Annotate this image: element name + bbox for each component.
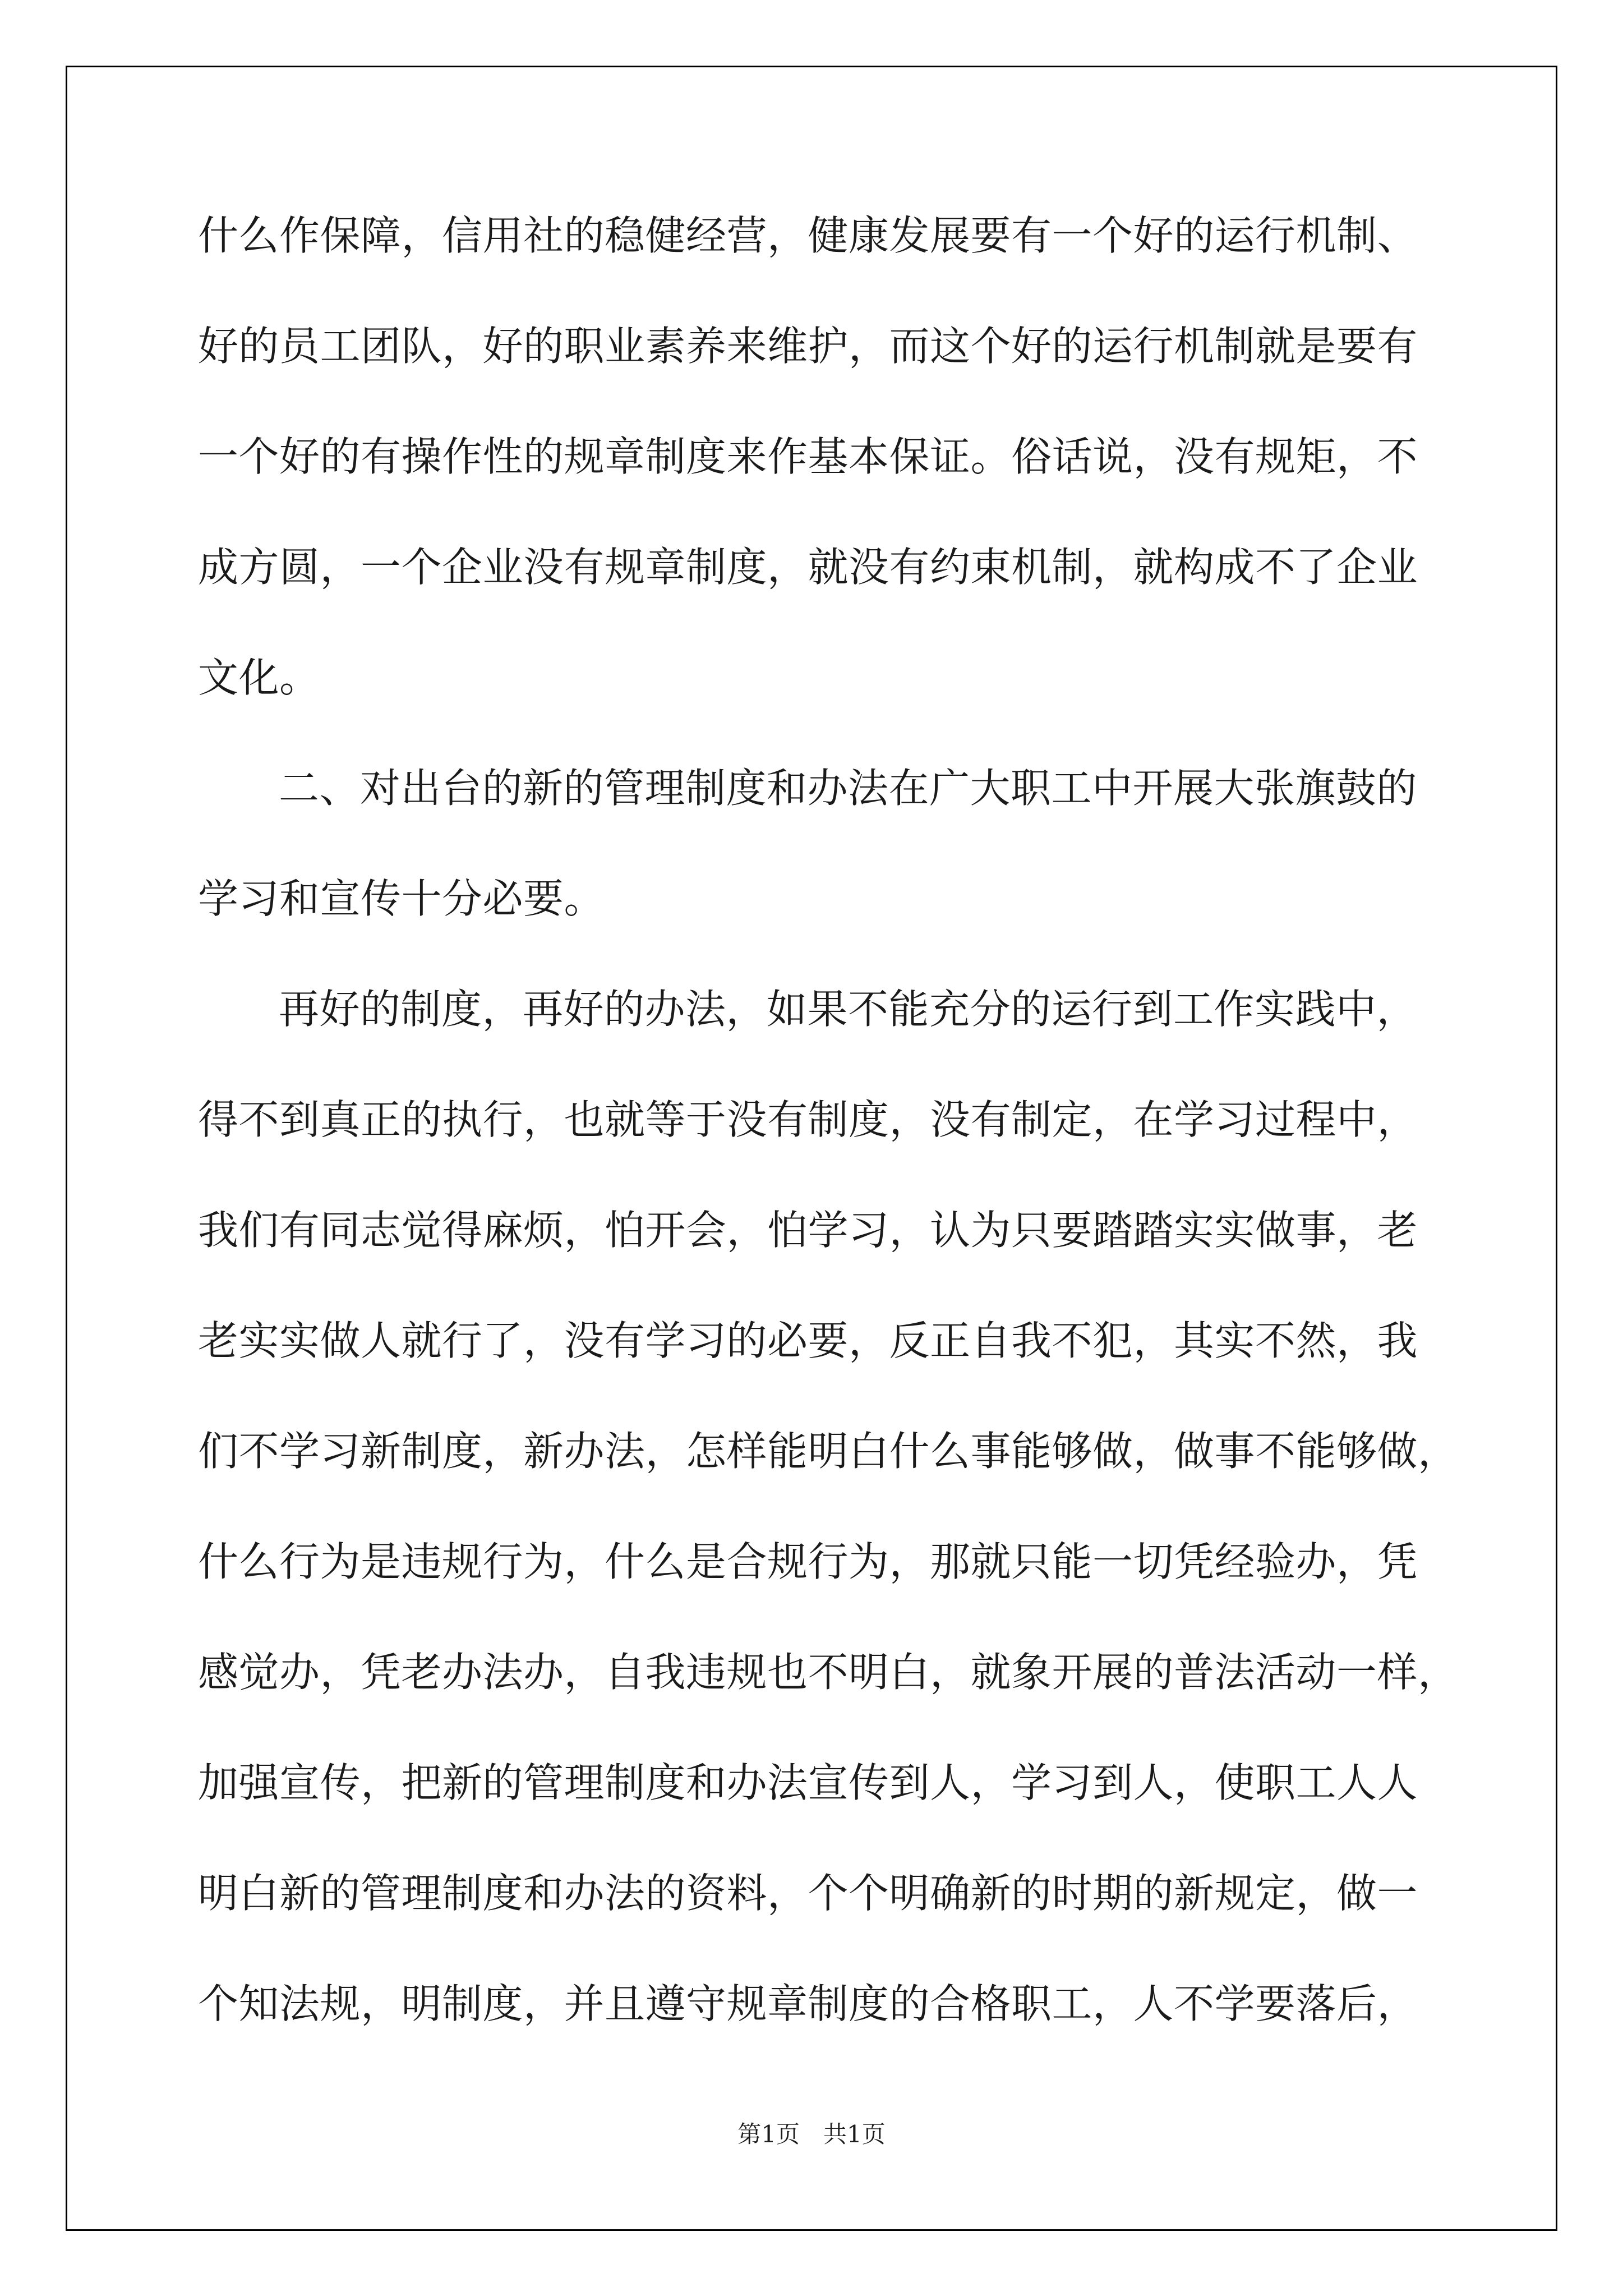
text-line: 什么行为是违规行为，什么是合规行为，那就只能一切凭经验办，凭 [198, 1538, 1418, 1585]
text-line: 得不到真正的执行，也就等于没有制度，没有制定，在学习过程中， [198, 1096, 1418, 1143]
text-line: 文化。 [198, 654, 320, 701]
document-body [198, 199, 1459, 2078]
text-line: 们不学习新制度，新办法，怎样能明白什么事能够做，做事不能够做， [198, 1428, 1459, 1475]
page-footer [0, 2118, 1623, 2151]
text-line: 什么作保障，信用社的稳健经营，健康发展要有一个好的运行机制、 [198, 212, 1418, 259]
page-number-label: 第1页 共1页 [737, 2120, 886, 2148]
text-line: 一个好的有操作性的规章制度来作基本保证。俗话说，没有规矩，不 [198, 433, 1418, 480]
text-line: 我们有同志觉得麻烦，怕开会，怕学习，认为只要踏踏实实做事，老 [198, 1207, 1418, 1254]
text-line: 成方圆，一个企业没有规章制度，就没有约束机制，就构成不了企业 [198, 544, 1418, 591]
text-line: 明白新的管理制度和办法的资料，个个明确新的时期的新规定，做一 [198, 1870, 1418, 1917]
text-line: 好的员工团队，好的职业素养来维护，而这个好的运行机制就是要有 [198, 323, 1418, 370]
text-line: 感觉办，凭老办法办，自我违规也不明白，就象开展的普法活动一样， [198, 1649, 1459, 1696]
text-line: 二、对出台的新的管理制度和办法在广大职工中开展大张旗鼓的 [279, 765, 1418, 812]
text-line: 学习和宣传十分必要。 [198, 875, 605, 922]
text-line: 个知法规，明制度，并且遵守规章制度的合格职工，人不学要落后， [198, 1980, 1418, 2027]
text-line: 再好的制度，再好的办法，如果不能充分的运行到工作实践中， [279, 986, 1418, 1033]
text-line: 加强宣传，把新的管理制度和办法宣传到人，学习到人，使职工人人 [198, 1759, 1418, 1806]
text-line: 老实实做人就行了，没有学习的必要，反正自我不犯，其实不然，我 [198, 1317, 1418, 1364]
